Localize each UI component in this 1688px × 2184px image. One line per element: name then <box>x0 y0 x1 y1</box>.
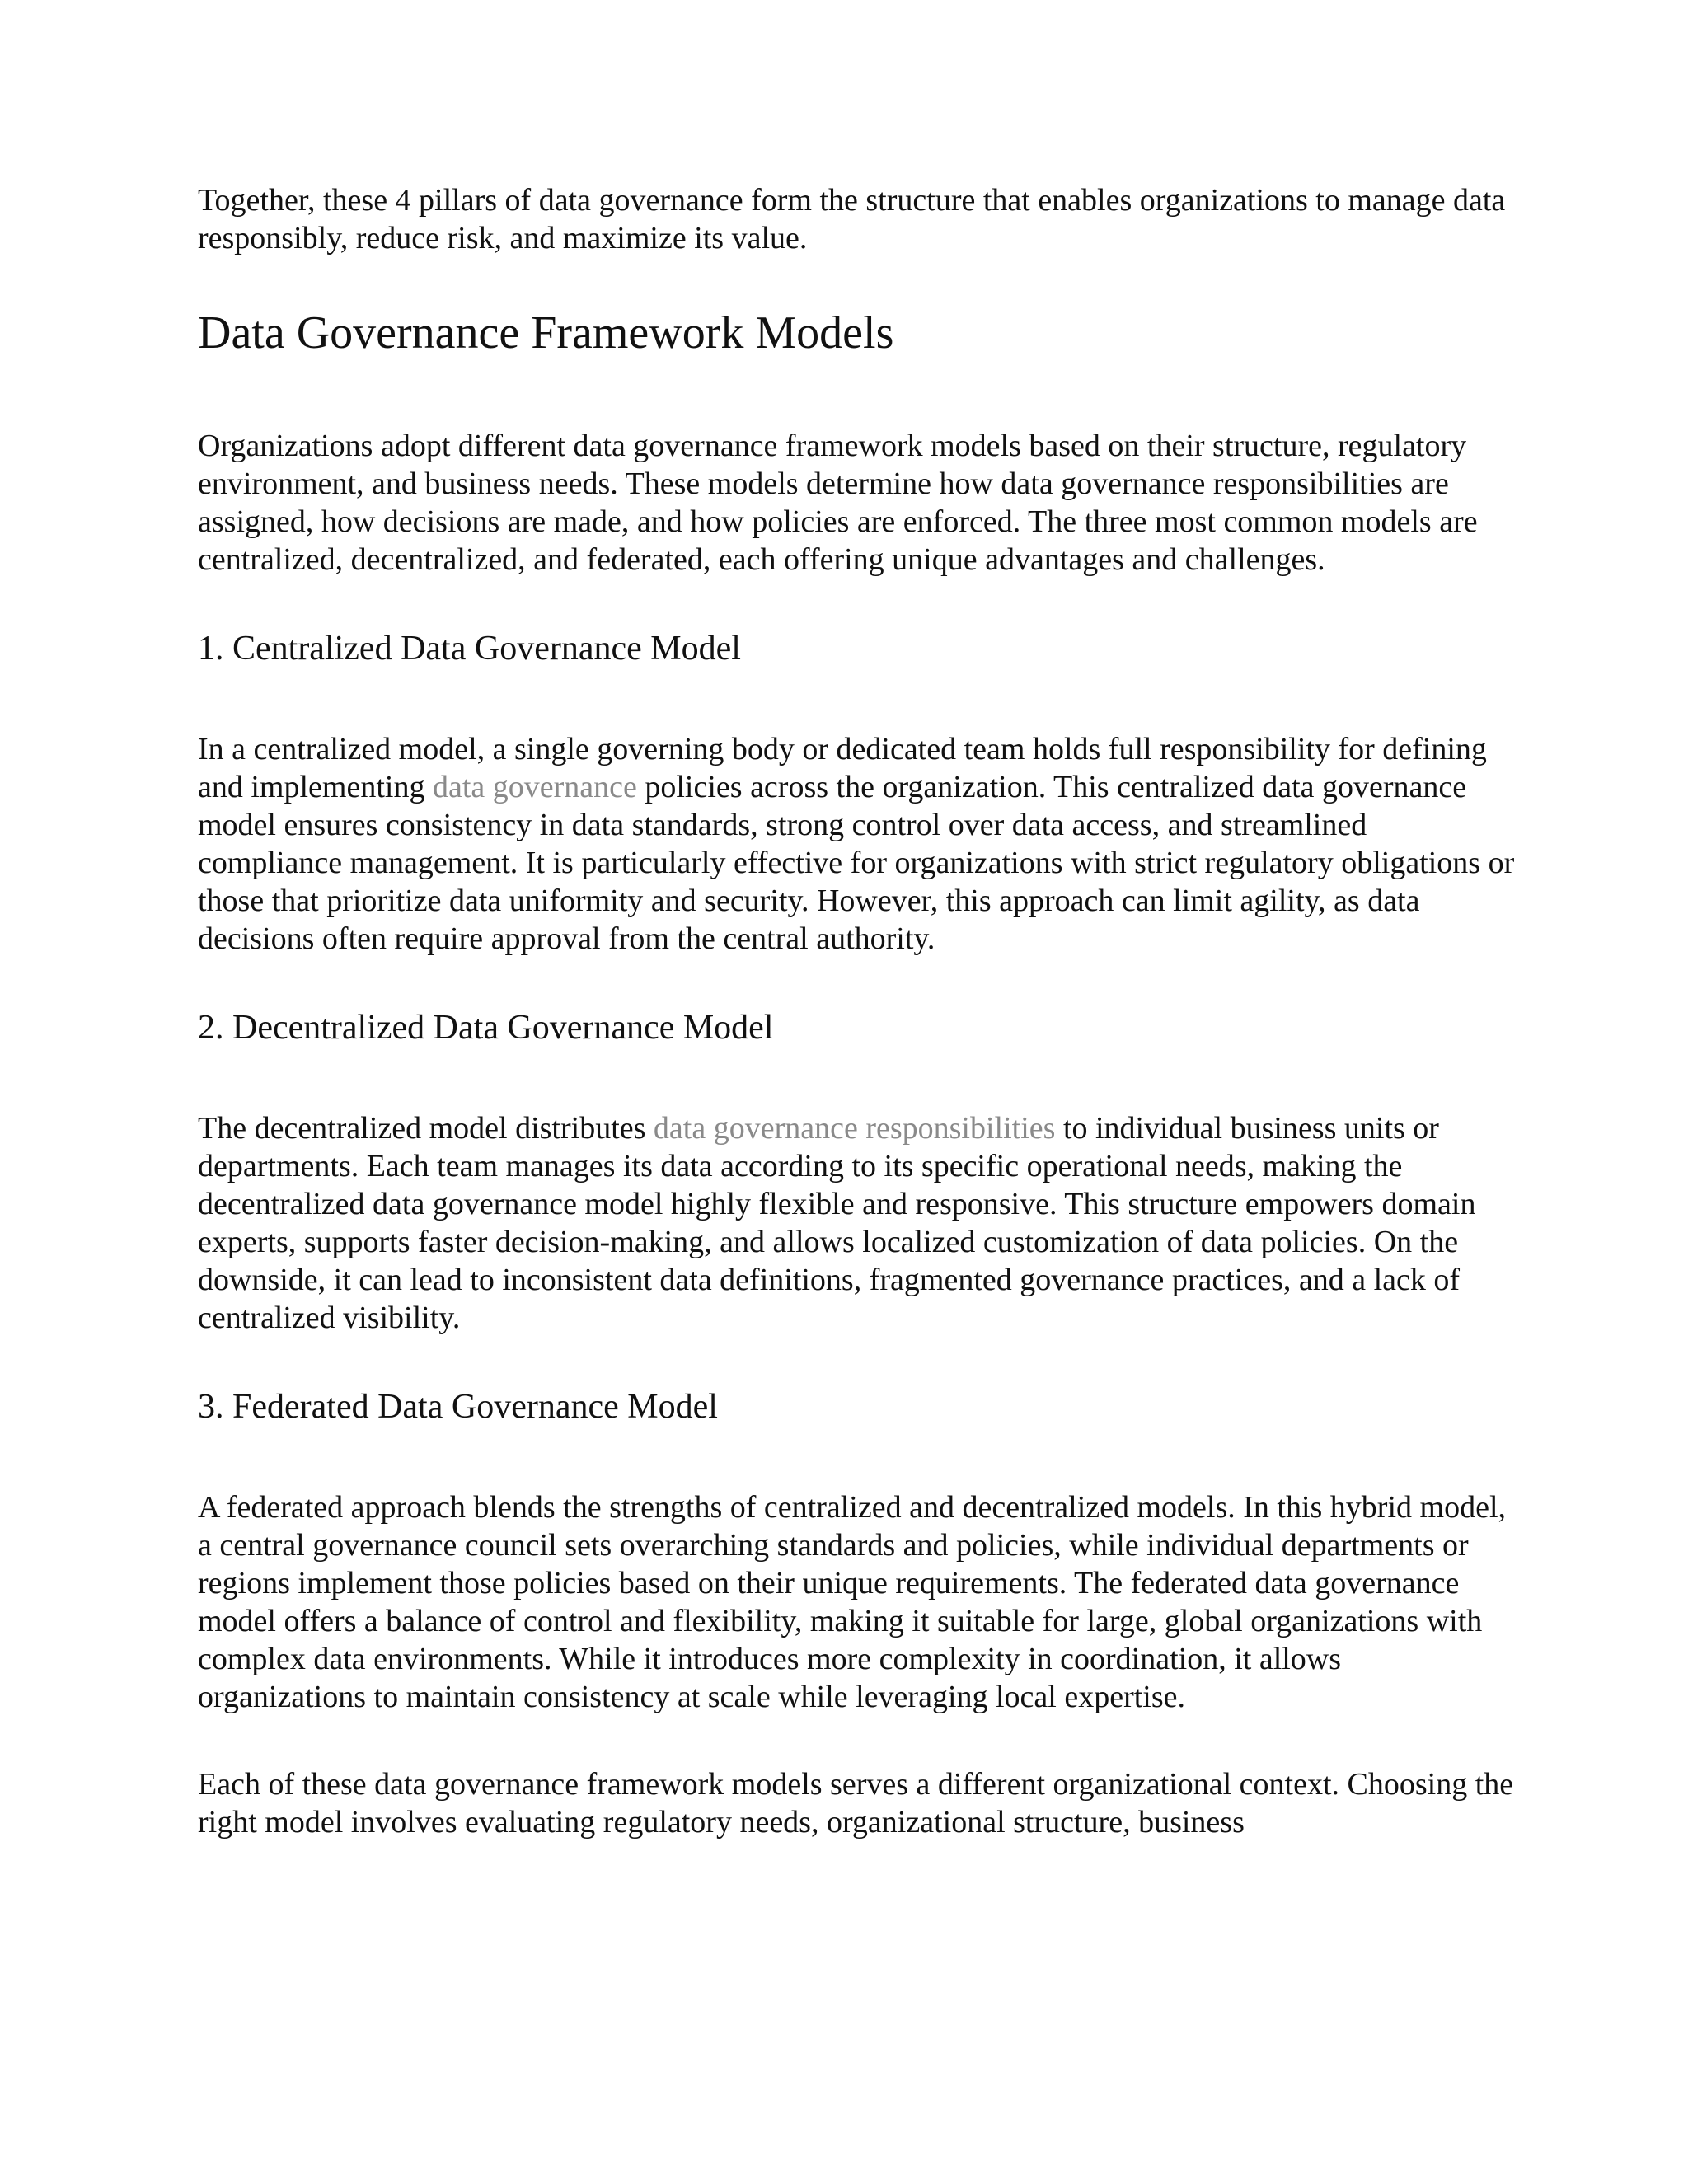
decentralized-model-paragraph <box>198 1109 1517 1337</box>
federated-model-paragraph: A federated approach blends the strengths of centralized and decentralized models. In this hybrid model, a central governance council sets overarching standards and policies, while individual departments or regions implement those policies based on their unique requirements. The federated data governance model offers a balance of control and flexibility, making it suitable for large, global organizations with complex data environments. While it introduces more complexity in coordination, it allows organizations to maintain consistency at scale while leveraging local expertise. <box>198 1490 1507 1714</box>
decentralized-model-heading: 2. Decentralized Data Governance Model <box>198 1009 774 1047</box>
decentralized-text-after-link: to individual business units or departments. Each team manages its data according to its specific operational needs, making the decentralized data governance model highly flexible and responsive. This structure empowers domain experts, supports faster decision-making, and allows localized customization of data policies. On the downside, it can lead to inconsistent data definitions, fragmented governance practices, and a lack of centralized visibility. <box>198 1111 1476 1335</box>
document-page <box>198 181 1517 1841</box>
centralized-model-heading: 1. Centralized Data Governance Model <box>198 630 741 668</box>
federated-model-heading: 3. Federated Data Governance Model <box>198 1388 718 1426</box>
centralized-model-paragraph <box>198 730 1517 958</box>
decentralized-text-before-link: The decentralized model distributes <box>198 1111 654 1146</box>
section-intro-paragraph: Organizations adopt different data governance framework models based on their structure, regulatory environment, and business needs. These models determine how data governance responsibilities are assigned, how decisions are made, and how policies are enforced. The three most common models are centralized, decentralized, and federated, each offering unique advantages and challenges. <box>198 429 1478 577</box>
centralized-text-after-link: policies across the organization. This centralized data governance model ensures consistency in data standards, strong control over data access, and streamlined compliance management. It is particularly effective for organizations with strict regulatory obligations or those that prioritize data uniformity and security. However, this approach can limit agility, as data decisions often require approval from the central authority. <box>198 770 1515 956</box>
intro-paragraph: Together, these 4 pillars of data governance form the structure that enables organizations to manage data responsibly, reduce risk, and maximize its value. <box>198 183 1506 255</box>
section-heading: Data Governance Framework Models <box>198 307 894 359</box>
closing-paragraph: Each of these data governance framework models serves a different organizational context. Choosing the right model involves evaluating regulatory needs, organizational structure, business <box>198 1767 1514 1840</box>
centralized-text-before-link: In a centralized model, a single governing body or dedicated team holds full responsibility for defining and implementing <box>198 732 1487 804</box>
data-governance-responsibilities-link[interactable]: data governance responsibilities <box>653 1111 1056 1146</box>
data-governance-link[interactable]: data governance <box>432 770 637 804</box>
